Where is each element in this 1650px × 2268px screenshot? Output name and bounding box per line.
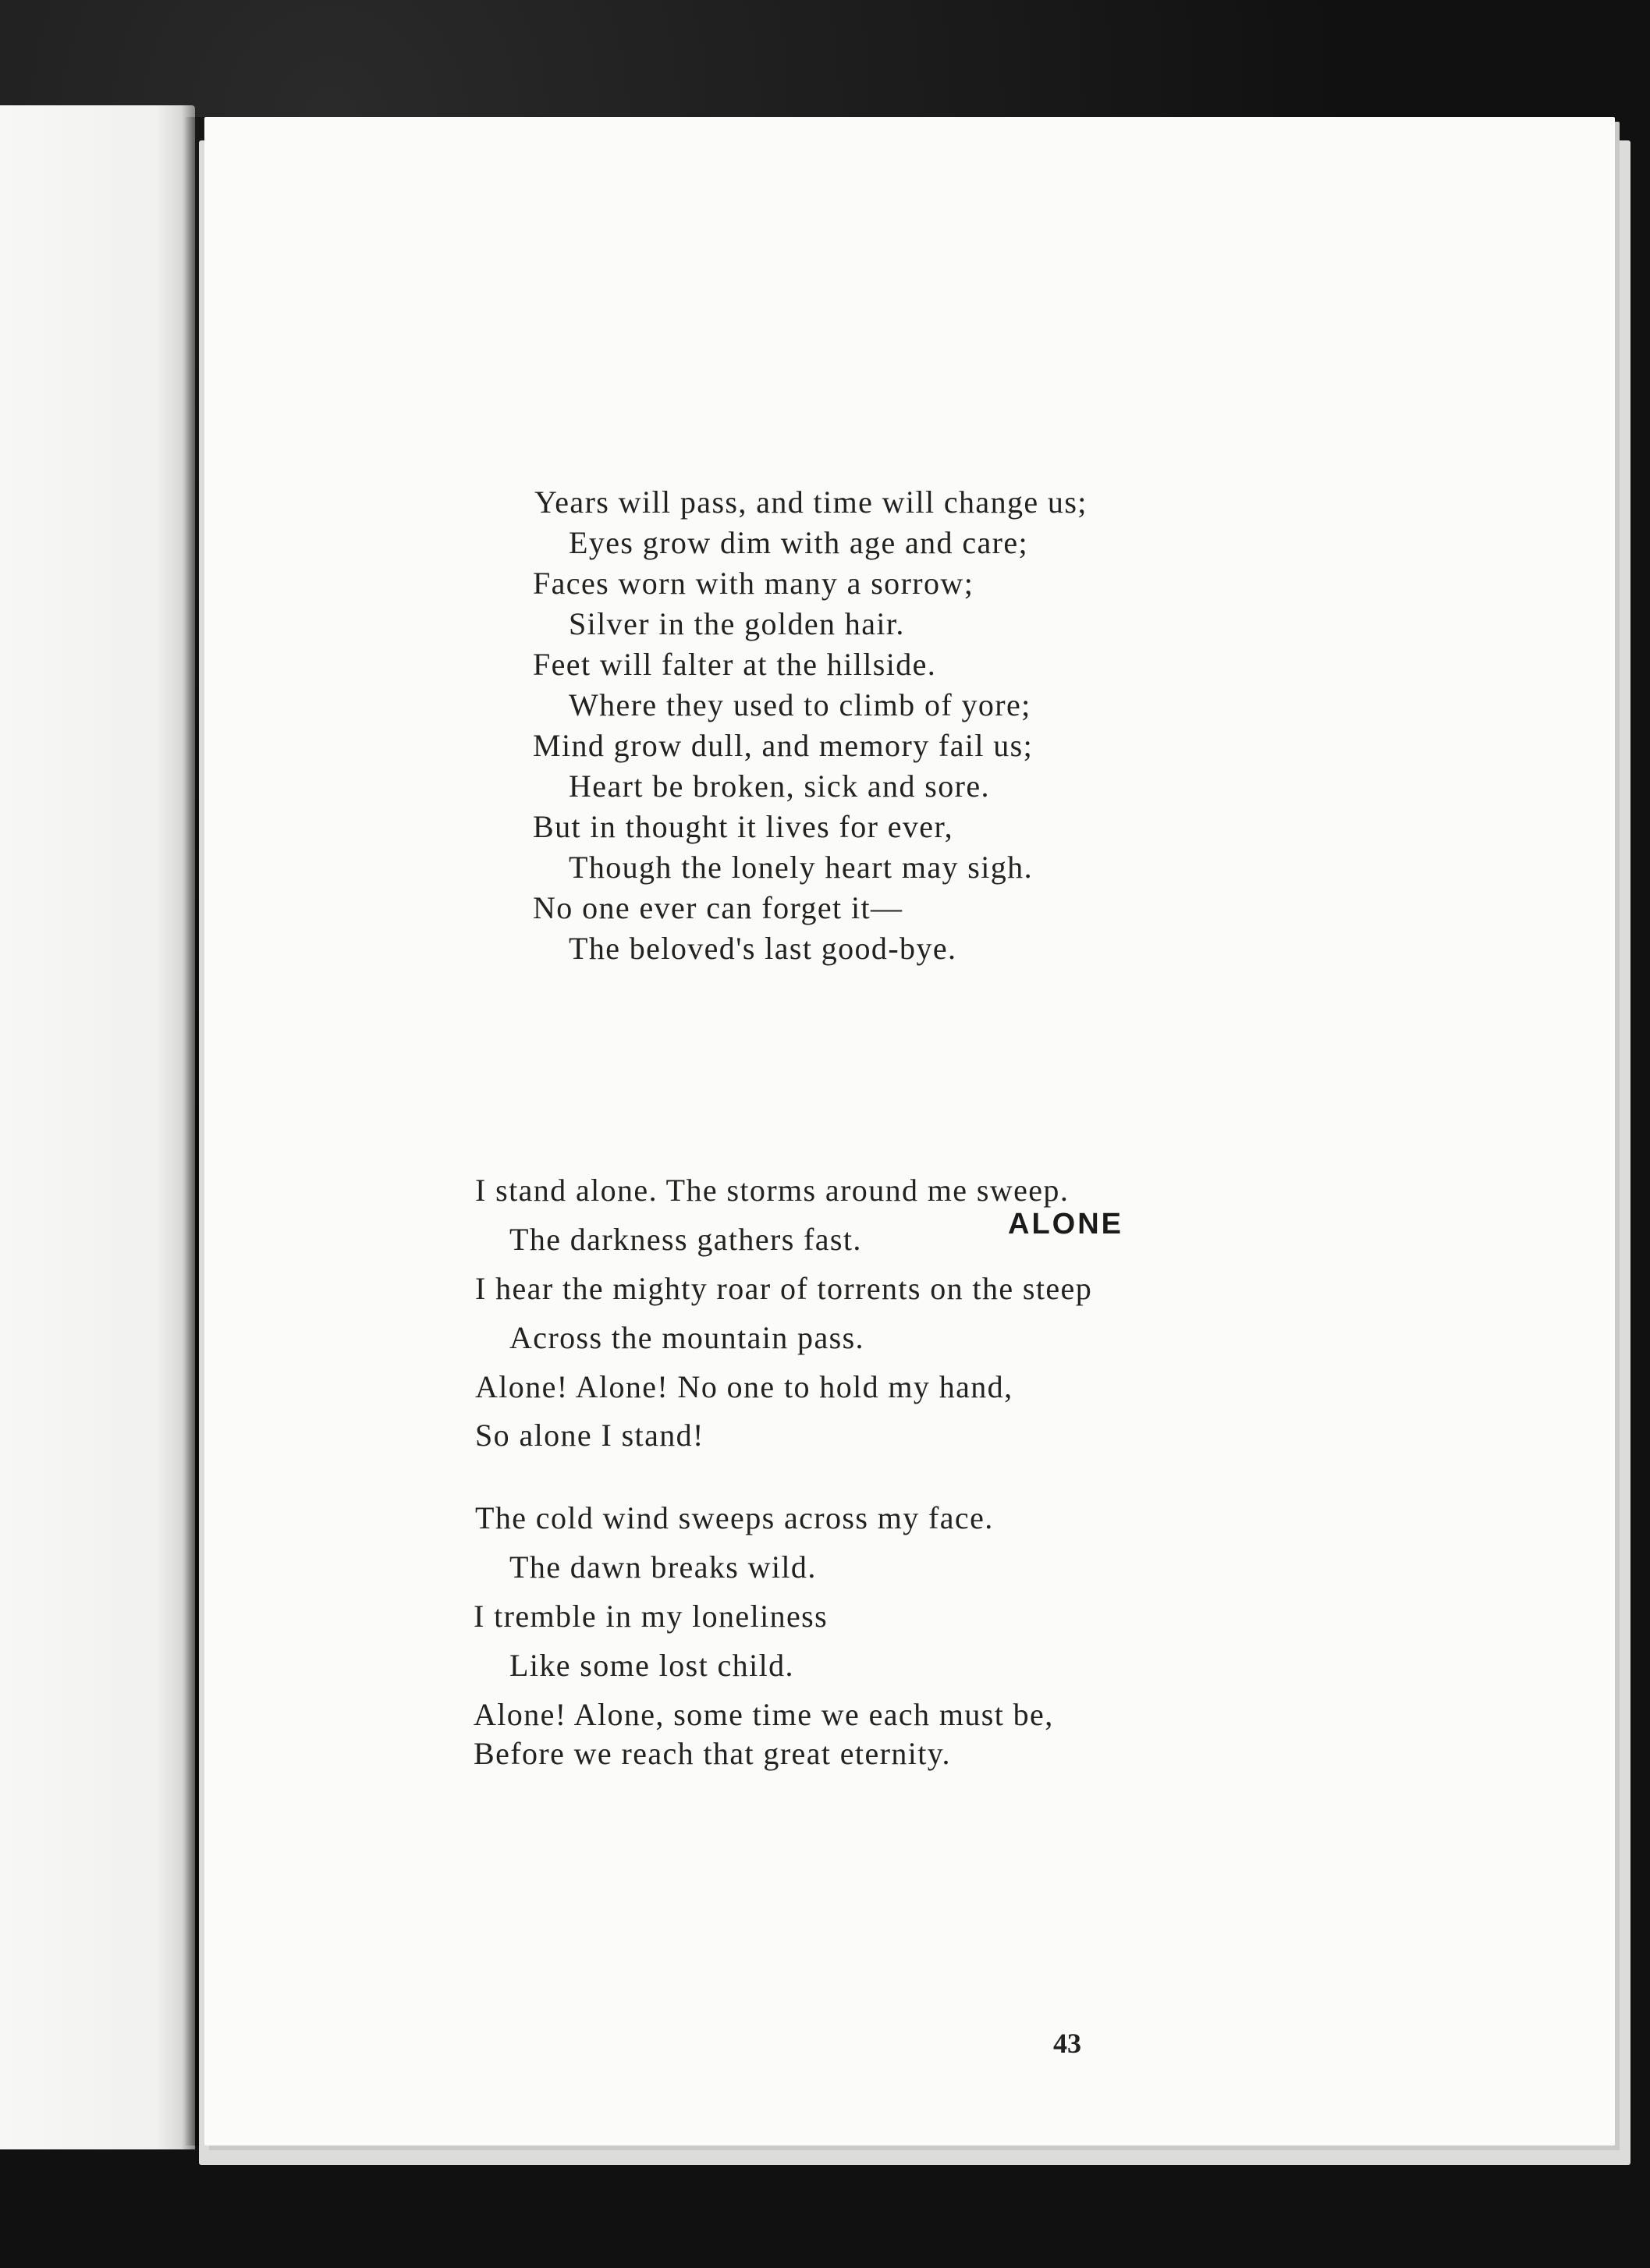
poem-line: So alone I stand! bbox=[475, 1418, 704, 1453]
poem-line: I hear the mighty roar of torrents on the steep bbox=[475, 1271, 1093, 1306]
poem-line: Faces worn with many a sorrow; bbox=[533, 566, 974, 601]
poem-line: I stand alone. The storms around me sweep. bbox=[475, 1173, 1070, 1208]
poem-line: Mind grow dull, and memory fail us; bbox=[533, 728, 1034, 763]
left-facing-page bbox=[0, 105, 195, 2149]
poem-line: Heart be broken, sick and sore. bbox=[569, 768, 990, 804]
poem-line: Alone! Alone, some time we each must be, bbox=[474, 1697, 1054, 1732]
poem-line: The cold wind sweeps across my face. bbox=[475, 1500, 994, 1535]
book-page bbox=[204, 117, 1615, 2146]
poem-line: Though the lonely heart may sigh. bbox=[569, 850, 1033, 885]
poem-line: Silver in the golden hair. bbox=[569, 606, 905, 641]
poem-line: Eyes grow dim with age and care; bbox=[569, 525, 1029, 560]
poem-line: Feet will falter at the hillside. bbox=[533, 647, 937, 682]
poem-line: Before we reach that great eternity. bbox=[474, 1736, 951, 1771]
poem-line: I tremble in my loneliness bbox=[474, 1599, 829, 1634]
poem-line: The darkness gathers fast. bbox=[509, 1222, 862, 1257]
poem-line: Across the mountain pass. bbox=[509, 1320, 864, 1355]
poem-line: Where they used to climb of yore; bbox=[569, 687, 1031, 722]
poem-line: But in thought it lives for ever, bbox=[533, 809, 953, 844]
poem-title: ALONE bbox=[1008, 1208, 1123, 1240]
page-number: 43 bbox=[1053, 2028, 1081, 2059]
poem-line: Like some lost child. bbox=[509, 1648, 794, 1683]
poem-line: The beloved's last good-bye. bbox=[569, 931, 957, 966]
poem-line: Alone! Alone! No one to hold my hand, bbox=[475, 1369, 1013, 1404]
poem-line: The dawn breaks wild. bbox=[509, 1549, 817, 1585]
poem-line: No one ever can forget it— bbox=[533, 890, 903, 925]
poem-line: Years will pass, and time will change us; bbox=[534, 484, 1088, 520]
